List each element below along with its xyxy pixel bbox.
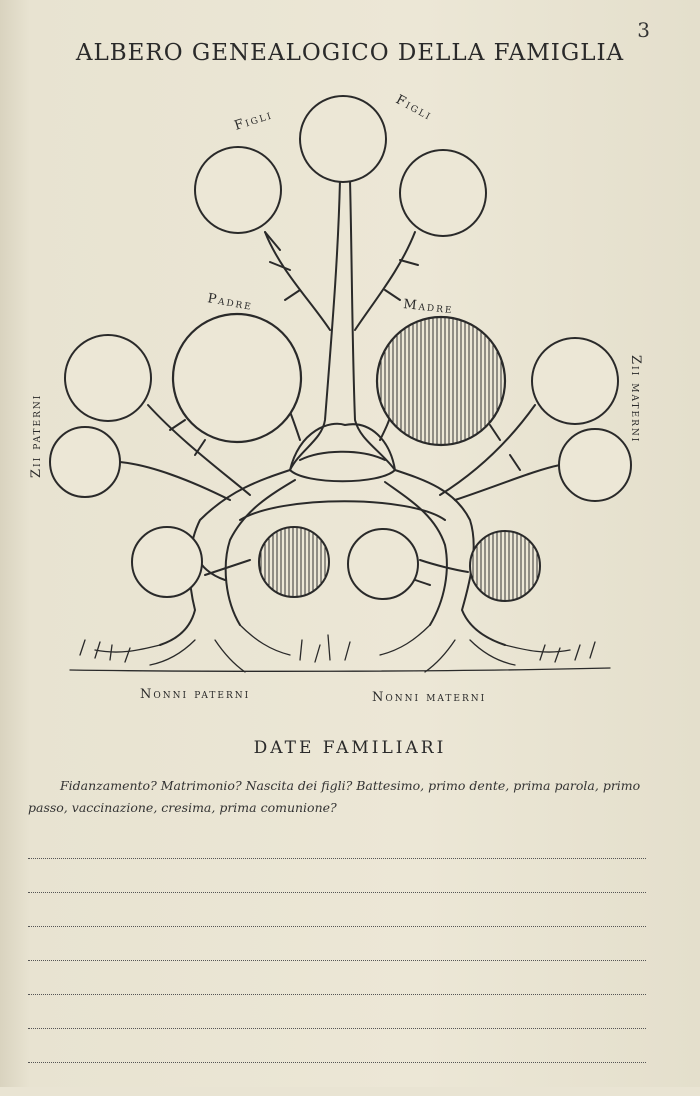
circle-nonna-materna[interactable] [470, 531, 540, 601]
writing-line[interactable] [28, 926, 646, 928]
circle-madre[interactable] [377, 317, 505, 445]
label-figli-left: Figli [232, 107, 275, 134]
circle-zio-materno-2[interactable] [559, 429, 631, 501]
circle-nonno-paterno[interactable] [132, 527, 202, 597]
circle-padre[interactable] [173, 314, 301, 442]
section-prompt: Fidanzamento? Matrimonio? Nascita dei figli? Battesimo, primo dente, prima parola, primo passo, vaccinazione, cresima, prima comunione? [28, 778, 641, 815]
page-number: 3 [637, 18, 650, 42]
section-title: DATE FAMILIARI [253, 738, 447, 758]
label-nonni-materni: Nonni materni [372, 690, 487, 705]
circle-figlio-3[interactable] [400, 150, 486, 236]
writing-line[interactable] [28, 1028, 646, 1030]
page-title: ALBERO GENEALOGICO DELLA FAMIGLIA [75, 40, 625, 66]
family-tree-illustration [0, 80, 700, 720]
label-madre: Madre [402, 297, 455, 318]
writing-line[interactable] [28, 960, 646, 962]
circle-zio-paterno-1[interactable] [65, 335, 151, 421]
writing-line[interactable] [28, 858, 646, 860]
label-padre: Padre [206, 291, 255, 314]
writing-line[interactable] [28, 994, 646, 996]
label-zii-materni: Zii materni [628, 355, 643, 444]
circle-zio-paterno-2[interactable] [50, 427, 120, 497]
circle-zio-materno-1[interactable] [532, 338, 618, 424]
roots-and-grass [70, 625, 610, 672]
writing-line[interactable] [28, 1062, 646, 1064]
writing-lines [28, 858, 646, 1096]
label-figli-right: Figli [393, 92, 435, 124]
circle-figlio-2[interactable] [300, 96, 386, 182]
circle-nonno-materno[interactable] [348, 529, 418, 599]
label-zii-paterni: Zii paterni [29, 393, 44, 478]
label-nonni-paterni: Nonni paterni [140, 687, 251, 702]
circle-figlio-1[interactable] [195, 147, 281, 233]
circle-nonna-paterna[interactable] [259, 527, 329, 597]
writing-line[interactable] [28, 892, 646, 894]
